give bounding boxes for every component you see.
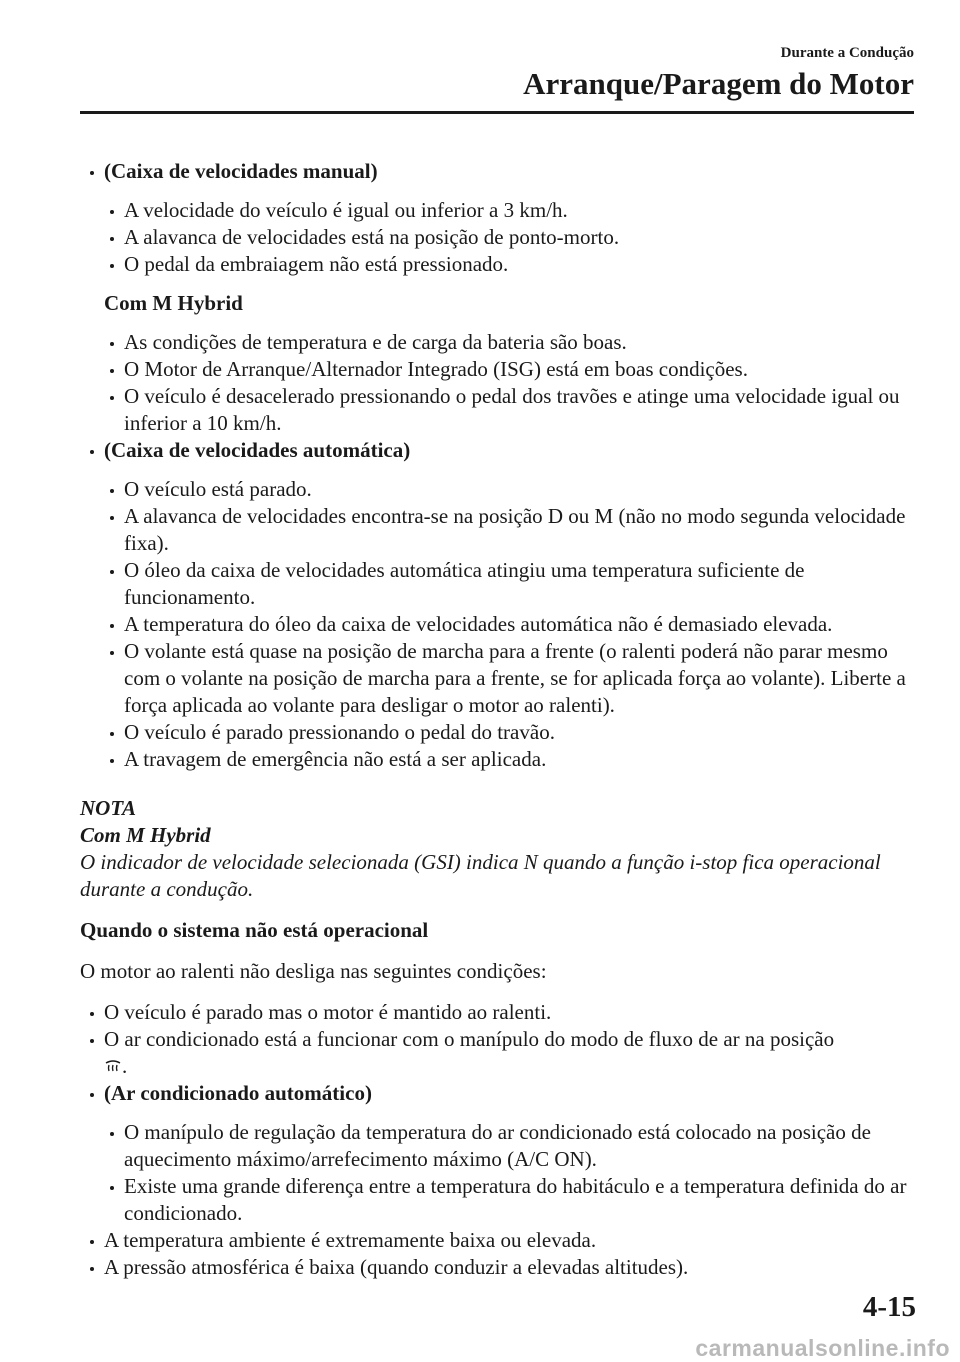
not-operational-heading: Quando o sistema não está operacional	[80, 918, 429, 942]
header-rule	[80, 111, 914, 114]
section-name: Durante a Condução	[780, 45, 914, 61]
not-operational-intro: O motor ao ralenti não desliga nas seguintes condições:	[80, 959, 547, 983]
list-item: O volante está quase na posição de marcha para a frente (o ralenti poderá não parar mesmo com o volante na posição de marcha para a frente, se for aplicada força ao volante). Liberte a força aplicada ao volante para desligar o motor ao ralenti).	[100, 638, 914, 719]
list-item: As condições de temperatura e de carga da bateria são boas.	[100, 329, 914, 356]
list-item: O veículo é desacelerado pressionando o pedal dos travões e atinge uma velocidade igual ou inferior a 10 km/h.	[100, 383, 914, 437]
list-item: A temperatura do óleo da caixa de velocidades automática não é demasiado elevada.	[100, 611, 914, 638]
list-item: O pedal da embraiagem não está pressionado.	[100, 251, 914, 278]
list-item	[80, 1026, 914, 1080]
list-item-end: .	[122, 1054, 128, 1078]
list-item: A velocidade do veículo é igual ou inferior a 3 km/h.	[100, 197, 914, 224]
watermark: carmanualsonline.info	[695, 1335, 950, 1361]
note-label: NOTA	[80, 796, 137, 820]
list-item: O manípulo de regulação da temperatura do ar condicionado está colocado na posição de aquecimento máximo/arrefecimento máximo (A/C ON).	[100, 1119, 914, 1173]
list-item: A alavanca de velocidades encontra-se na posição D ou M (não no modo segunda velocidade fixa).	[100, 503, 914, 557]
page-number: 4-15	[862, 1291, 916, 1323]
list-item: O óleo da caixa de velocidades automática atingiu uma temperatura suficiente de funcionamento.	[100, 557, 914, 611]
list-item: O veículo é parado mas o motor é mantido ao ralenti.	[80, 999, 914, 1026]
list-item: O veículo está parado.	[100, 476, 914, 503]
note-block	[80, 795, 914, 903]
list-item: A temperatura ambiente é extremamente baixa ou elevada.	[80, 1227, 914, 1254]
list-item-text: O ar condicionado está a funcionar com o manípulo do modo de fluxo de ar na posição	[104, 1027, 835, 1051]
manual-gearbox-heading: (Caixa de velocidades manual)	[80, 158, 914, 185]
list-item: A alavanca de velocidades está na posição de ponto-morto.	[100, 224, 914, 251]
page-title: Arranque/Paragem do Motor	[523, 66, 914, 101]
page-header	[523, 44, 914, 102]
m-hybrid-heading: Com M Hybrid	[104, 291, 243, 315]
list-item: O Motor de Arranque/Alternador Integrado (ISG) está em boas condições.	[100, 356, 914, 383]
list-item: O veículo é parado pressionando o pedal do travão.	[100, 719, 914, 746]
note-text: O indicador de velocidade selecionada (GSI) indica N quando a função i-stop fica operacional durante a condução.	[80, 850, 881, 901]
list-item: A pressão atmosférica é baixa (quando conduzir a elevadas altitudes).	[80, 1254, 914, 1281]
list-item: A travagem de emergência não está a ser aplicada.	[100, 746, 914, 773]
note-subtitle: Com M Hybrid	[80, 823, 211, 847]
auto-ac-heading: (Ar condicionado automático)	[80, 1080, 914, 1107]
automatic-gearbox-heading: (Caixa de velocidades automática)	[80, 437, 914, 464]
list-item: Existe uma grande diferença entre a temperatura do habitáculo e a temperatura definida do ar condicionado.	[100, 1173, 914, 1227]
page-content	[80, 158, 914, 1281]
defroster-icon	[104, 1055, 122, 1073]
